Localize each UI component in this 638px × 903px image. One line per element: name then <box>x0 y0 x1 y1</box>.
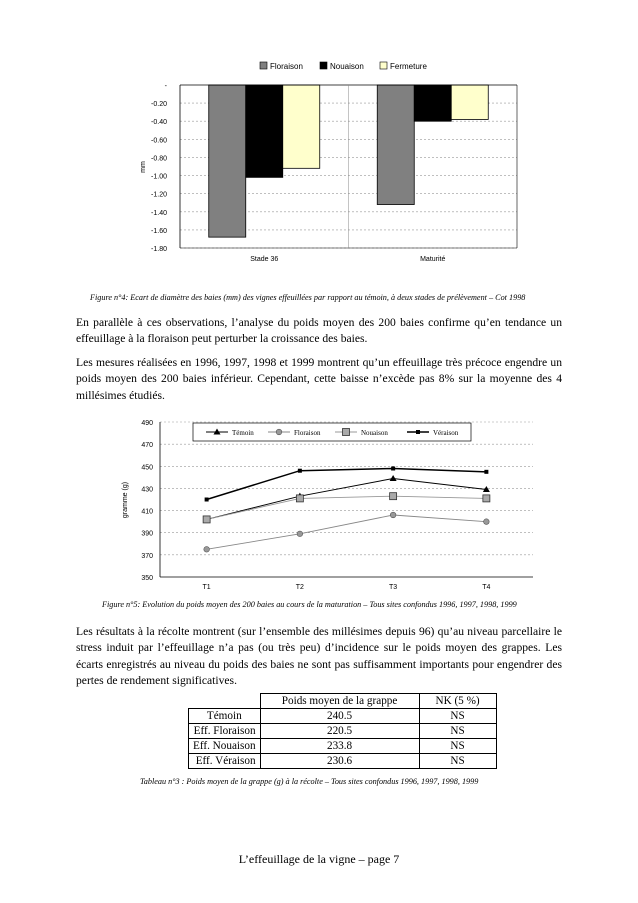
table3-caption: Tableau n°3 : Poids moyen de la grappe (g) à la récolte – Tous sites confondus 1996, 1997, 1998, 1999 <box>140 777 479 786</box>
y-tick-label: 350 <box>141 575 153 582</box>
figure5-caption: Figure n°5: Evolution du poids moyen des 200 baies au cours de la maturation – Tous sites confondus 1996, 1997, 1998, 1999 <box>102 600 517 609</box>
data-point <box>390 493 397 500</box>
data-point <box>391 467 395 471</box>
y-tick-label: -1.20 <box>151 191 167 199</box>
x-tick-label: T1 <box>202 584 211 591</box>
x-tick-label: T3 <box>389 584 398 591</box>
bar <box>414 85 451 121</box>
row-label: Eff. Véraison <box>189 754 261 769</box>
y-tick-label: 450 <box>141 464 153 472</box>
data-point <box>390 512 396 518</box>
series-line <box>207 478 487 519</box>
table-row <box>189 724 497 739</box>
y-tick-label: - <box>164 83 167 90</box>
table-header-nk: NK (5 %) <box>419 694 496 709</box>
row-nk: NS <box>419 709 496 724</box>
y-tick-label: -1.00 <box>151 173 167 181</box>
table-row <box>189 709 497 724</box>
bar <box>283 85 320 168</box>
legend-label: Floraison <box>294 429 321 437</box>
y-tick-label: -0.60 <box>151 137 167 145</box>
x-tick-label: Maturité <box>420 256 446 263</box>
data-point <box>390 475 397 481</box>
data-point <box>276 429 282 435</box>
data-point <box>343 429 350 436</box>
y-tick-label: -0.20 <box>151 101 167 109</box>
bar <box>209 85 246 237</box>
y-axis-label: gramme (g) <box>122 481 129 519</box>
data-point <box>296 495 303 502</box>
series-line <box>207 469 487 500</box>
table-row <box>189 754 497 769</box>
y-tick-label: -1.60 <box>151 227 167 235</box>
legend-label: Véraison <box>433 429 459 437</box>
series-line <box>207 496 487 519</box>
data-point <box>483 495 490 502</box>
legend-swatch <box>320 62 327 69</box>
row-value: 230.6 <box>260 754 419 769</box>
row-nk: NS <box>419 754 496 769</box>
legend-label: Floraison <box>270 62 303 71</box>
row-nk: NS <box>419 739 496 754</box>
legend-label: Nouaison <box>361 429 388 437</box>
row-value: 233.8 <box>260 739 419 754</box>
table-header-row <box>189 694 497 709</box>
y-tick-label: 430 <box>141 486 153 494</box>
legend-swatch <box>380 62 387 69</box>
row-value: 220.5 <box>260 724 419 739</box>
paragraph-1: En parallèle à ces observations, l’analyse du poids moyen des 200 baies confirme qu’en tendance un effeuillage à la floraison peut perturber la croissance des baies. <box>76 316 562 346</box>
results-table <box>188 693 497 769</box>
data-point <box>484 470 488 474</box>
figure4-caption: Figure n°4: Ecart de diamètre des baies (mm) des vignes effeuillées par rapport au témoin, à deux stades de prélèvement – Cot 1998 <box>90 293 526 302</box>
data-point <box>204 547 210 553</box>
data-point <box>484 519 490 525</box>
y-tick-label: -1.40 <box>151 209 167 217</box>
row-label: Témoin <box>189 709 261 724</box>
legend-label: Fermeture <box>390 62 427 71</box>
y-tick-label: 470 <box>141 442 153 450</box>
paragraph-3: Les résultats à la récolte montrent (sur l’ensemble des millésimes depuis 96) qu’au niveau parcellaire le stress induit par l’effeuillage n’a pas (ou très peu) d’incidence sur le poids moyen des grappes. Les écarts enregistrés au niveau du poids des baies ne sont pas suffisamment importants pour engendrer des pertes de rendement significatives. <box>76 625 562 687</box>
figure5-legend <box>193 423 471 441</box>
figure5-lines <box>203 467 490 553</box>
row-value: 240.5 <box>260 709 419 724</box>
row-label: Eff. Nouaison <box>189 739 261 754</box>
y-tick-label: -1.80 <box>151 246 167 253</box>
data-point <box>205 498 209 502</box>
x-tick-label: T2 <box>295 584 304 591</box>
series-line <box>207 515 487 549</box>
y-tick-label: -0.80 <box>151 155 167 163</box>
figure4-bar-chart <box>0 0 638 290</box>
row-nk: NS <box>419 724 496 739</box>
data-point <box>298 469 302 473</box>
y-axis-label: mm <box>140 161 147 173</box>
y-tick-label: 390 <box>141 530 153 538</box>
y-tick-label: 410 <box>141 508 153 516</box>
data-point <box>416 430 420 434</box>
figure4-legend <box>260 62 427 71</box>
paragraph-2: Les mesures réalisées en 1996, 1997, 1998 et 1999 montrent qu’un effeuillage très précoce engendre un poids moyen des 200 baies inférieur. Cependant, cette baisse n’excède pas 8% sur la moyenne des 4 millésimes étudiés. <box>76 356 562 402</box>
figure5-axes <box>122 420 533 591</box>
x-tick-label: Stade 36 <box>250 256 279 263</box>
y-tick-label: -0.40 <box>151 119 167 127</box>
bar <box>451 85 488 119</box>
legend-swatch <box>260 62 267 69</box>
y-tick-label: 370 <box>141 552 153 560</box>
x-tick-label: T4 <box>482 584 491 591</box>
legend-label: Témoin <box>232 429 254 437</box>
data-point <box>297 531 303 537</box>
table-header-weight: Poids moyen de la grappe <box>260 694 419 709</box>
y-tick-label: 490 <box>141 420 153 427</box>
bar <box>246 85 283 177</box>
figure5-line-chart <box>0 410 638 600</box>
table-row <box>189 739 497 754</box>
row-label: Eff. Floraison <box>189 724 261 739</box>
data-point <box>203 516 210 523</box>
legend-label: Nouaison <box>330 62 364 71</box>
bar <box>377 85 414 205</box>
page-footer: L’effeuillage de la vigne – page 7 <box>238 852 400 866</box>
